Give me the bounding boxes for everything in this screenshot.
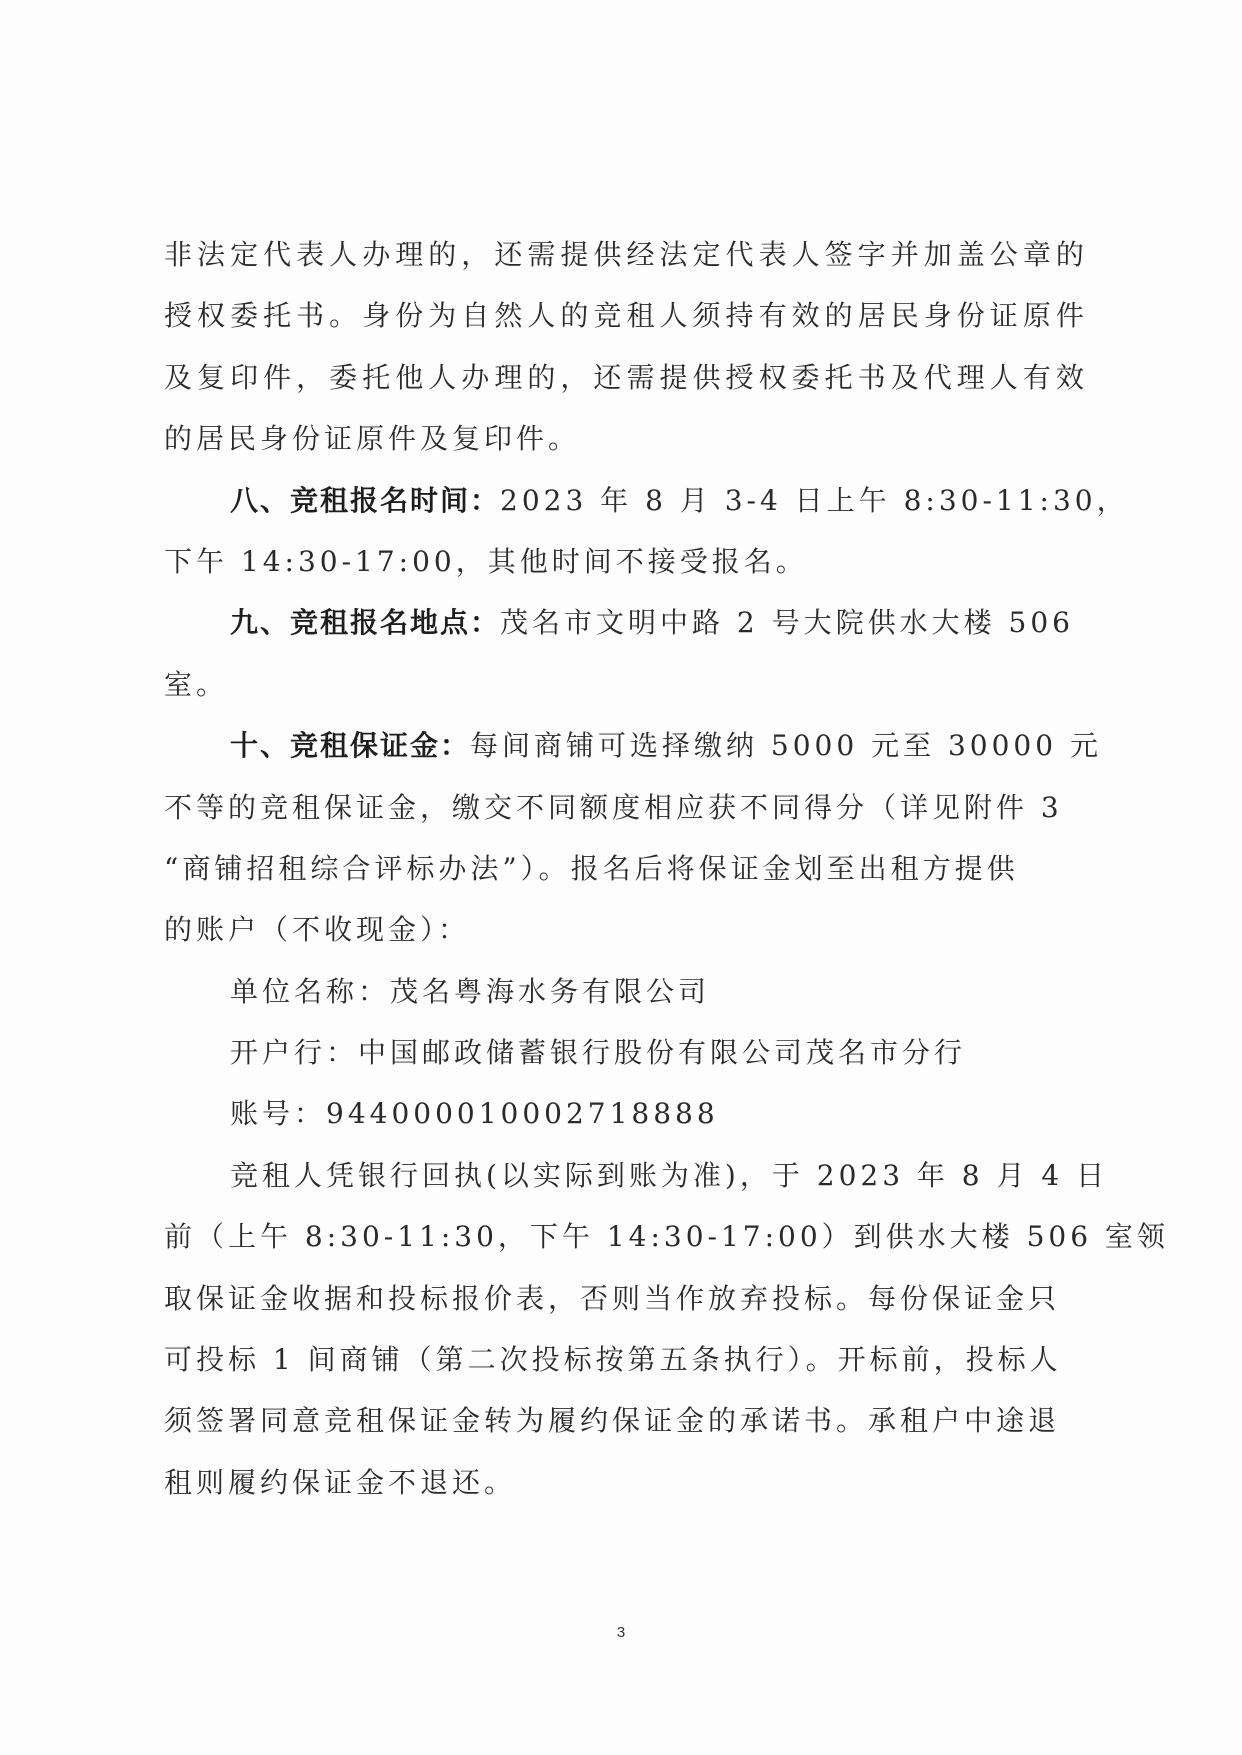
character: 授: [725, 360, 754, 394]
character: 委: [329, 360, 358, 394]
character: 理: [395, 238, 424, 271]
character: 代: [263, 238, 292, 271]
account-number: 账号：944000010002718888: [230, 1097, 719, 1131]
character: 办: [461, 360, 490, 394]
paragraph-line: [164, 224, 1084, 285]
character: 及: [164, 360, 193, 394]
closing-line-3: 取保证金收据和投标报价表，否则当作放弃投标。每份保证金只: [164, 1281, 1061, 1315]
document-body: [164, 224, 1169, 1513]
character: 件: [263, 360, 292, 394]
character: 的: [1055, 238, 1084, 271]
section-10-line-3: “商铺招租综合评标办法”）。报名后将保证金划至出租方提供: [164, 851, 1019, 885]
character: 的: [824, 299, 853, 333]
character: 证: [989, 299, 1018, 333]
character: 托: [824, 360, 853, 394]
character: 件: [1055, 299, 1084, 333]
character: 的: [527, 360, 556, 394]
character: ，: [461, 238, 490, 271]
character: ，: [296, 360, 325, 394]
character: 有: [1022, 360, 1051, 394]
closing-line-2: 前（上午 8:30-11:30，下午 14:30-17:00）到供水大楼 506 室领: [164, 1220, 1169, 1254]
character: 法: [659, 238, 688, 271]
character: 章: [1022, 238, 1051, 271]
character: 然: [494, 299, 523, 333]
section-8-line-2: 下午 14:30-17:00，其他时间不接受报名。: [164, 544, 808, 578]
character: 还: [593, 360, 622, 394]
character: 复: [197, 360, 226, 394]
closing-line-4: 可投标 1 间商铺（第二次投标按第五条执行）。开标前，投标人: [164, 1343, 1062, 1377]
character: 份: [956, 299, 985, 333]
character: 人: [527, 299, 556, 333]
character: 权: [758, 360, 787, 394]
section-8-heading: 八、竞租报名时间：: [230, 483, 501, 517]
character: 并: [890, 238, 919, 271]
character: 定: [692, 238, 721, 271]
character: 的: [560, 299, 589, 333]
character: 定: [230, 238, 259, 271]
character: 理: [494, 360, 523, 394]
character: 份: [395, 299, 424, 333]
closing-line-5: 须签署同意竞租保证金转为履约保证金的承诺书。承租户中途退: [164, 1404, 1061, 1438]
character: 代: [923, 360, 952, 394]
section-9-text: 茂名市文明中路 2 号大院供水大楼 506: [500, 606, 1074, 640]
character: 为: [428, 299, 457, 333]
character: 人: [329, 238, 358, 271]
character: 身: [923, 299, 952, 333]
character: 法: [197, 238, 226, 271]
character: 非: [164, 238, 193, 271]
character: 需: [626, 360, 655, 394]
character: 还: [494, 238, 523, 271]
closing-line-6: 租则履约保证金不退还。: [164, 1465, 517, 1499]
section-10-line-4: 的账户（不收现金）：: [164, 913, 471, 947]
section-9-heading: 九、竞租报名地点：: [230, 606, 501, 640]
character: 托: [263, 299, 292, 333]
character: 供: [692, 360, 721, 394]
character: 提: [659, 360, 688, 394]
character: 托: [362, 360, 391, 394]
character: 人: [659, 299, 688, 333]
character: 人: [989, 360, 1018, 394]
section-10-text: 每间商铺可选择缴纳 5000 元至 30000 元: [470, 729, 1102, 763]
character: 签: [824, 238, 853, 271]
character: 字: [857, 238, 886, 271]
character: 权: [197, 299, 226, 333]
paragraph-line: [164, 285, 1084, 346]
character: 委: [230, 299, 259, 333]
character: ，: [560, 360, 589, 394]
character: 民: [890, 299, 919, 333]
character: 理: [956, 360, 985, 394]
character: 原: [1022, 299, 1051, 333]
character: 人: [428, 360, 457, 394]
character: 书: [296, 299, 325, 333]
account-unit-name: 单位名称：茂名粤海水务有限公司: [230, 974, 711, 1008]
character: 表: [296, 238, 325, 271]
character: 须: [692, 299, 721, 333]
section-10-heading: 十、竞租保证金：: [230, 729, 471, 763]
paragraph-line: [164, 347, 1084, 408]
character: 居: [857, 299, 886, 333]
section-9-line: [164, 592, 1084, 653]
character: 表: [758, 238, 787, 271]
character: 授: [164, 299, 193, 333]
character: 竞: [593, 299, 622, 333]
character: 有: [758, 299, 787, 333]
character: 办: [362, 238, 391, 271]
section-8-text: 2023 年 8 月 3-4 日上午 8:30-11:30，: [500, 483, 1129, 517]
page-number: 3: [616, 1624, 626, 1641]
section-10-line: [164, 715, 1102, 776]
character: 提: [560, 238, 589, 271]
section-10-line-2: 不等的竞租保证金，缴交不同额度相应获不同得分（详见附件 3: [164, 790, 1063, 824]
character: 效: [1055, 360, 1084, 394]
character: 自: [461, 299, 490, 333]
character: 效: [791, 299, 820, 333]
closing-line-1: 竞租人凭银行回执(以实际到账为准)，于 2023 年 8 月 4 日: [230, 1158, 1109, 1192]
character: 的: [428, 238, 457, 271]
character: 他: [395, 360, 424, 394]
character: 公: [989, 238, 1018, 271]
character: 身: [362, 299, 391, 333]
character: 印: [230, 360, 259, 394]
character: 书: [857, 360, 886, 394]
section-8-line: [164, 470, 1129, 531]
character: 加: [923, 238, 952, 271]
character: 经: [626, 238, 655, 271]
character: 供: [593, 238, 622, 271]
paragraph-line: 的居民身份证原件及复印件。: [164, 422, 581, 456]
character: 盖: [956, 238, 985, 271]
character: 委: [791, 360, 820, 394]
character: 需: [527, 238, 556, 271]
character: 持: [725, 299, 754, 333]
character: 租: [626, 299, 655, 333]
section-9-line-2: 室。: [164, 667, 229, 701]
character: 及: [890, 360, 919, 394]
character: 人: [791, 238, 820, 271]
character: 。: [329, 299, 358, 333]
character: 代: [725, 238, 754, 271]
account-bank: 开户行：中国邮政储蓄银行股份有限公司茂名市分行: [230, 1036, 967, 1070]
